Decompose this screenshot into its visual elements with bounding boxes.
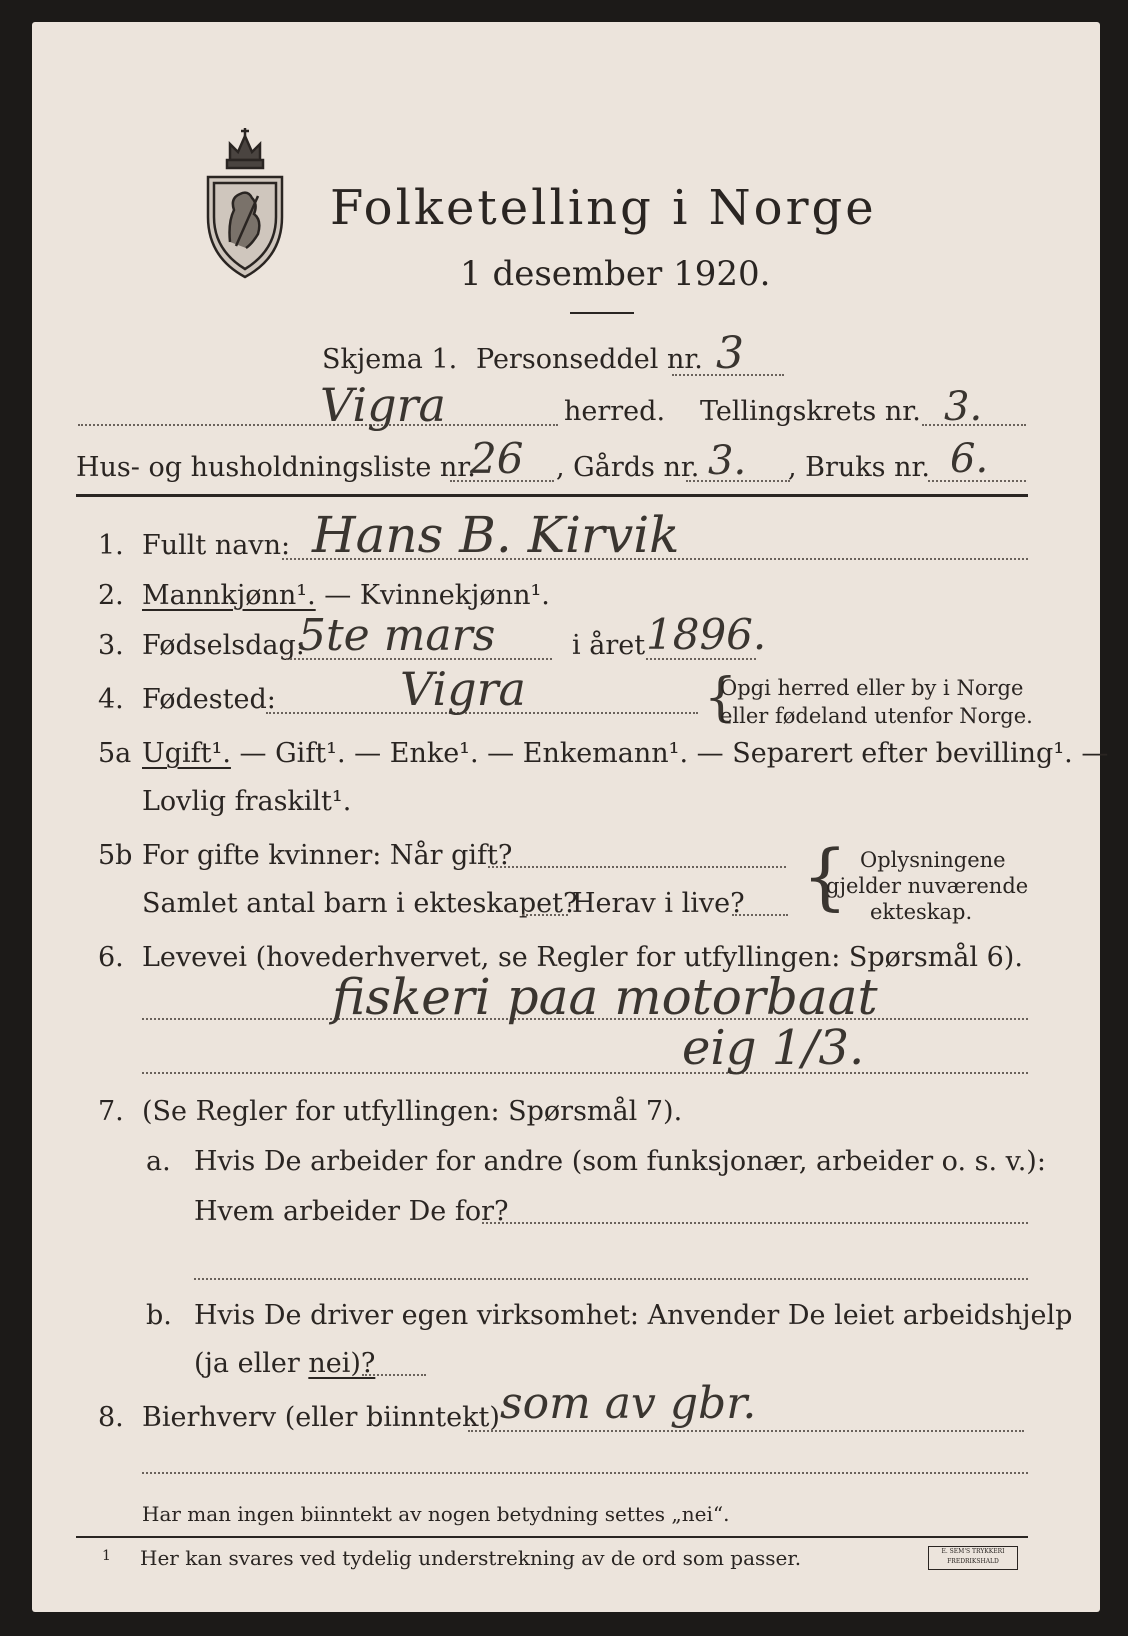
q7-number: 7. — [98, 1096, 124, 1127]
q2-options — [142, 580, 550, 611]
q4-label: Fødested: — [142, 684, 276, 715]
q5a-ugift: Ugift¹. — [142, 738, 231, 769]
q5a-options — [142, 738, 1108, 769]
q2-separator: — — [315, 580, 360, 611]
q5b-note-1: Oplysningene — [860, 848, 1006, 872]
q7-label: (Se Regler for utfyllingen: Spørsmål 7). — [142, 1096, 683, 1127]
q1-label: Fullt navn: — [142, 530, 291, 561]
footer-divider — [76, 1536, 1028, 1538]
q5a-rest: — Gift¹. — Enke¹. — Enkemann¹. — Separert efter bevilling¹. — — [239, 738, 1109, 769]
header-divider — [76, 494, 1028, 497]
q7b-text: Hvis De driver egen virksomhet: Anvender De leiet arbeidshjelp — [194, 1300, 1073, 1331]
q2-kvinne: Kvinnekjønn¹. — [359, 580, 550, 611]
gards-value: 3. — [708, 438, 747, 484]
q4-value: Vigra — [400, 662, 526, 716]
tellingskrets-value: 3. — [944, 384, 983, 430]
footnote-mark: 1 — [102, 1548, 111, 1564]
q8-line-1 — [468, 1430, 1024, 1432]
q4-note-2: eller fødeland utenfor Norge. — [720, 704, 1033, 728]
q5a-line2: Lovlig fraskilt¹. — [142, 786, 352, 817]
q3-year-value: 1896. — [646, 610, 767, 659]
hus-label: Hus- og husholdningsliste nr. — [76, 452, 476, 483]
q1-number: 1. — [98, 530, 124, 561]
q5b-number: 5b — [98, 840, 133, 871]
herred-label: herred. — [564, 396, 666, 427]
personseddel-value: 3 — [716, 328, 744, 379]
q3-number: 3. — [98, 630, 124, 661]
q7a-question: Hvem arbeider De for? — [194, 1196, 509, 1227]
q8-line-2 — [142, 1472, 1028, 1474]
herred-value: Vigra — [320, 378, 446, 432]
printer-stamp: E. SEM'S TRYKKERI FREDRIKSHALD — [928, 1546, 1018, 1570]
gards-label: , Gårds nr. — [556, 452, 700, 483]
q3-label: Fødselsdag: — [142, 630, 305, 661]
q2-number: 2. — [98, 580, 124, 611]
bruks-value: 6. — [950, 436, 989, 482]
q7a-letter: a. — [146, 1146, 171, 1177]
q5b-note-3: ekteskap. — [870, 900, 973, 924]
q4-brace: { — [704, 668, 738, 728]
nei-note: Har man ingen biinntekt av nogen betydning settes „nei“. — [142, 1502, 730, 1526]
q7b-question — [194, 1348, 375, 1379]
q5b-children-label: Samlet antal barn i ekteskapet? — [142, 888, 578, 919]
census-date: 1 desember 1920. — [460, 254, 771, 294]
footnote-text: Her kan svares ved tydelig understrekning av de ord som passer. — [140, 1546, 802, 1570]
q7b-letter: b. — [146, 1300, 172, 1331]
q6-number: 6. — [98, 942, 124, 973]
q5b-brace: { — [802, 834, 848, 918]
bruks-label: , Bruks nr. — [788, 452, 931, 483]
q6-line-2 — [142, 1072, 1028, 1074]
q7b-q2: nei)? — [308, 1348, 376, 1379]
q5b-children-line — [522, 914, 568, 916]
personseddel-label: Personseddel nr. — [476, 344, 703, 375]
tellingskrets-label: Tellingskrets nr. — [700, 396, 921, 427]
q7a-line-2 — [194, 1278, 1028, 1280]
skjema-label: Skjema 1. — [322, 344, 458, 375]
hus-value: 26 — [470, 434, 524, 483]
q5b-line1: For gifte kvinner: Når gift? — [142, 840, 513, 871]
q8-label: Bierhverv (eller biinntekt) — [142, 1402, 500, 1433]
q8-number: 8. — [98, 1402, 124, 1433]
q5b-alive-line — [732, 914, 788, 916]
q7a-line-1 — [482, 1222, 1028, 1224]
q6-value-2: eig 1/3. — [682, 1020, 865, 1076]
q8-value: som av gbr. — [500, 1378, 757, 1429]
title-divider — [570, 312, 634, 314]
q7a-text: Hvis De arbeider for andre (som funksjonær, arbeider o. s. v.): — [194, 1146, 1046, 1177]
census-form — [32, 22, 1109, 1612]
q5b-note-2: gjelder nuværende — [826, 874, 1029, 898]
q4-number: 4. — [98, 684, 124, 715]
q1-value: Hans B. Kirvik — [312, 506, 680, 564]
q5b-married-line — [488, 866, 786, 868]
q3-year-label: i året — [572, 630, 646, 661]
q5b-alive-label: Herav i live? — [572, 888, 745, 919]
q7b-line — [362, 1374, 426, 1376]
form-title: Folketelling i Norge — [330, 180, 877, 236]
q5a-number: 5a — [98, 738, 132, 769]
q2-mann: Mannkjønn¹. — [142, 580, 316, 611]
q4-note-1: Opgi herred eller by i Norge — [720, 676, 1024, 700]
q3-value: 5te mars — [298, 610, 496, 661]
q6-value-1: fiskeri paa motorbaat — [332, 968, 878, 1026]
norwegian-coat-of-arms-icon — [200, 122, 290, 282]
herred-line — [78, 424, 558, 426]
q7b-q1: (ja eller — [194, 1348, 300, 1379]
q6-label: Levevei (hovederhvervet, se Regler for utfyllingen: Spørsmål 6). — [142, 942, 1023, 973]
